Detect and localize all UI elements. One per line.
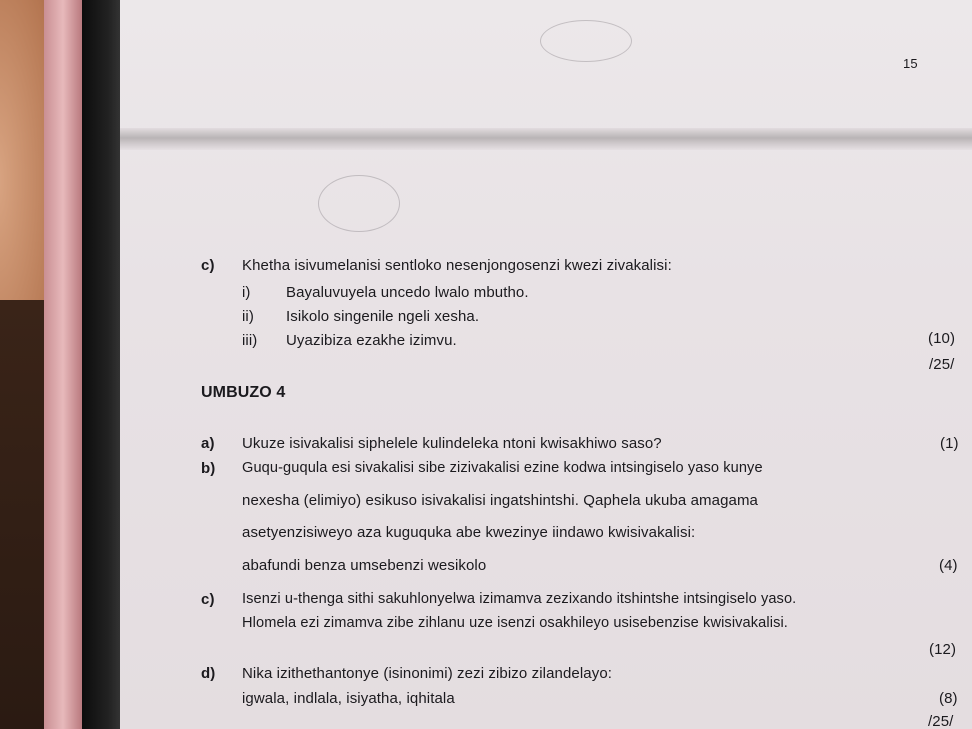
question-label: c) [201, 591, 215, 608]
device-case-edge [44, 0, 82, 729]
question-label: d) [201, 665, 216, 682]
device-bezel [82, 0, 120, 729]
section-total: /25/ [929, 356, 955, 373]
item-text: Isikolo singenile ngeli xesha. [286, 308, 480, 325]
item-text: Uyazibiza ezakhe izimvu. [286, 332, 457, 349]
question-text: Guqu-guqula esi sivakalisi sibe zizivakalisi ezine kodwa intsingiselo yaso kunye [242, 460, 763, 476]
question-text: Isenzi u-thenga sithi sakuhlonyelwa izimamva zezixando itshintshe intsingiselo yaso. [242, 591, 797, 607]
question-label: b) [201, 460, 216, 477]
question-text: nexesha (elimiyo) esikuso isivakalisi ingatshintshi. Qaphela ukuba amagama [242, 492, 758, 509]
word-list: igwala, indlala, isiyatha, iqhitala [242, 690, 455, 707]
faint-scribble [540, 20, 632, 62]
marks: (10) [928, 330, 956, 347]
section-heading: UMBUZO 4 [201, 384, 286, 401]
question-text: Hlomela ezi zimamva zibe zihlanu uze isenzi osakhileyo usisebenzise kwisivakalisi. [242, 615, 788, 631]
faint-scribble [318, 175, 400, 232]
item-number: i) [242, 284, 251, 301]
question-text: asetyenzisiweyo aza kuguquka abe kwezinye iindawo kwisivakalisi: [242, 524, 696, 541]
question-text: Nika izithethantonye (isinonimi) zezi zibizo zilandelayo: [242, 665, 613, 682]
question-text: Ukuze isivakalisi siphelele kulindeleka ntoni kwisakhiwo saso? [242, 435, 662, 452]
section-total: /25/ [928, 713, 954, 729]
item-number: iii) [242, 332, 258, 349]
example-sentence: abafundi benza umsebenzi wesikolo [242, 557, 487, 574]
item-number: ii) [242, 308, 254, 325]
question-label: c) [201, 257, 215, 274]
item-text: Bayaluvuyela uncedo lwalo mbutho. [286, 284, 529, 301]
marks: (8) [939, 690, 958, 707]
question-instruction: Khetha isivumelanisi sentloko nesenjongosenzi kwezi zivakalisi: [242, 257, 672, 274]
question-label: a) [201, 435, 215, 452]
marks: (12) [929, 641, 957, 658]
marks: (4) [939, 557, 958, 574]
marks: (1) [940, 435, 959, 452]
page-fold [120, 128, 972, 150]
page-number: 15 [903, 56, 918, 71]
